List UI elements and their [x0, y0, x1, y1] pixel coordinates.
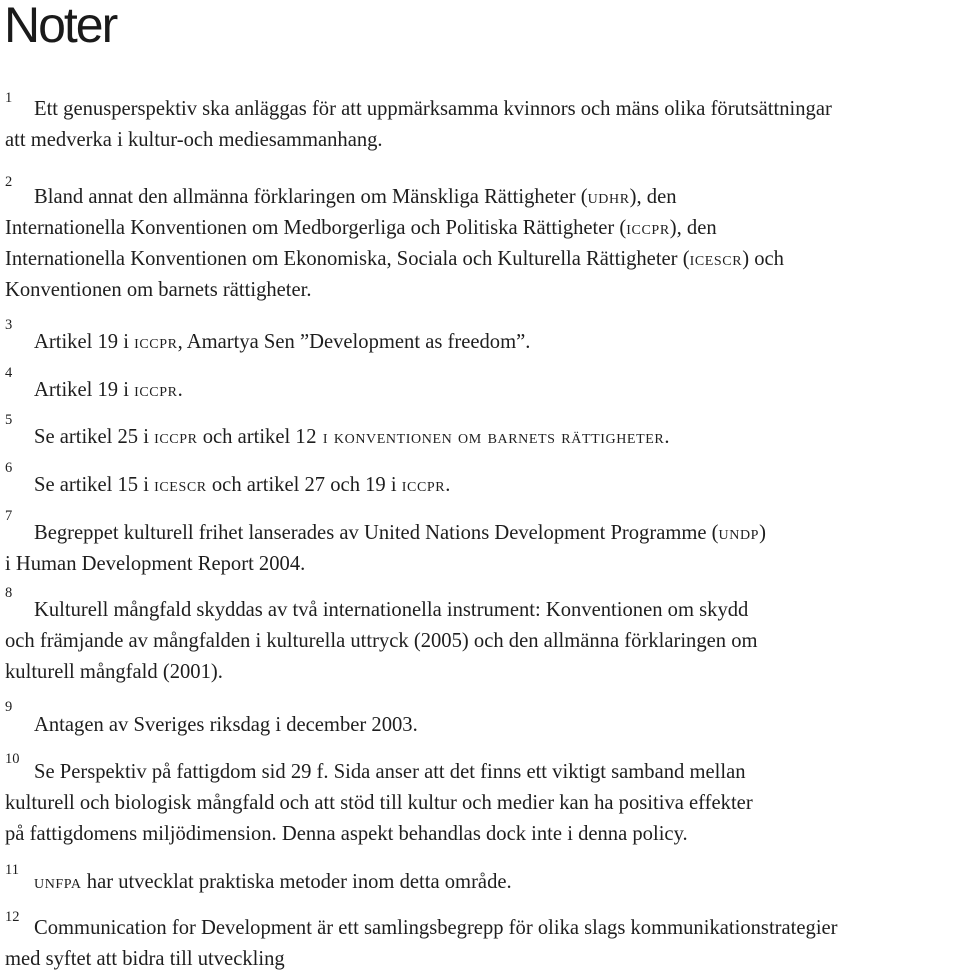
footnote-text-segment: ), den	[629, 186, 677, 208]
footnote-continuation-line: i Human Development Report 2004.	[5, 553, 306, 575]
footnote-continuation-line: Internationella Konventionen om Ekonomiska, Sociala och Kulturella Rättigheter (icescr) och	[5, 248, 784, 270]
footnote-text-segment: Kulturell mångfald skyddas av två internationella instrument: Konventionen om skydd	[34, 599, 749, 621]
footnote-text-segment: iccpr	[154, 426, 198, 448]
footnote-continuation-line: Internationella Konventionen om Medborgerliga och Politiska Rättigheter (iccpr), den	[5, 217, 717, 239]
footnote-first-line	[34, 422, 670, 453]
footnote-continuation-line: kulturell mångfald (2001).	[5, 661, 223, 683]
footnote-number: 5	[5, 412, 13, 428]
footnote-continuation-line: att medverka i kultur-och mediesammanhang.	[5, 129, 383, 151]
footnote-7	[5, 508, 960, 580]
footnote-first-line	[34, 757, 746, 788]
footnote-number: 12	[5, 909, 20, 925]
footnote-text-segment: Communication for Development är ett samlingsbegrepp för olika slags kommunikationstrategier	[34, 917, 838, 939]
footnote-first-line	[34, 182, 677, 213]
footnote-first-line	[34, 913, 838, 944]
footnote-text-segment: undp	[718, 522, 760, 544]
footnote-text-segment: iccpr	[134, 379, 178, 401]
page-title: Noter	[4, 0, 117, 53]
footnote-11	[5, 862, 960, 898]
footnote-8	[5, 585, 960, 688]
footnote-number: 9	[5, 699, 13, 715]
footnote-text-segment: och artikel 27 och 19 i	[206, 474, 402, 496]
footnote-first-line	[34, 518, 766, 549]
footnote-10	[5, 751, 960, 850]
footnote-text-segment: iccpr	[134, 331, 178, 353]
footnote-first-line	[34, 470, 450, 501]
footnote-text-segment: Antagen av Sveriges riksdag i december 2003.	[34, 714, 418, 736]
footnote-number: 3	[5, 317, 13, 333]
footnote-3	[5, 317, 960, 358]
footnote-text-segment: Se Perspektiv på fattigdom sid 29 f. Sida anser att det finns ett viktigt samband mellan	[34, 761, 746, 783]
footnote-text-segment: Se artikel 25 i	[34, 426, 155, 448]
footnote-text-segment: unfpa	[34, 871, 82, 893]
footnote-number: 10	[5, 751, 20, 767]
footnote-first-line	[34, 375, 183, 406]
footnote-text-segment: Bland annat den allmänna förklaringen om Mänskliga Rättigheter (	[34, 186, 588, 208]
footnote-text-segment: och artikel	[197, 426, 296, 448]
footnote-9	[5, 699, 960, 741]
footnote-1	[5, 90, 960, 156]
footnote-text-segment: .	[177, 379, 183, 401]
footnote-continuation-line: kulturell och biologisk mångfald och att stöd till kultur och medier kan ha positiva effekter	[5, 792, 753, 814]
footnote-continuation-line: med syftet att bidra till utveckling	[5, 948, 285, 970]
footnote-5	[5, 412, 960, 453]
footnote-first-line	[34, 710, 418, 741]
footnote-text-segment: har utvecklat praktiska metoder inom detta område.	[81, 871, 512, 893]
footnote-text-segment: Artikel 19 i	[34, 379, 135, 401]
footnote-number: 7	[5, 508, 13, 524]
footnote-first-line	[34, 94, 832, 125]
footnote-first-line	[34, 327, 530, 358]
footnote-number: 6	[5, 460, 13, 476]
footnote-text-segment: icescr	[154, 474, 207, 496]
footnote-2	[5, 174, 960, 306]
footnote-first-line	[34, 867, 512, 898]
footnote-number: 4	[5, 365, 13, 381]
footnote-text-segment: Begreppet kulturell frihet lanserades av United Nations Development Programme (	[34, 522, 719, 544]
footnote-4	[5, 365, 960, 406]
footnote-text-segment: 12 i konventionen om barnets rättigheter	[295, 426, 665, 448]
footnote-first-line	[34, 595, 748, 626]
footnote-text-segment: udhr	[587, 186, 630, 208]
footnote-number: 8	[5, 585, 13, 601]
footnote-number: 2	[5, 174, 13, 190]
footnote-text-segment: Artikel 19 i	[34, 331, 135, 353]
footnote-number: 11	[5, 862, 19, 878]
footnote-text-segment: .	[445, 474, 451, 496]
footnote-text-segment: , Amartya Sen ”Development as freedom”.	[177, 331, 531, 353]
footnote-text-segment: iccpr	[401, 474, 446, 496]
footnote-continuation-line: på fattigdomens miljödimension. Denna aspekt behandlas dock inte i denna policy.	[5, 823, 688, 845]
footnote-text-segment: Se artikel 15 i	[34, 474, 155, 496]
footnote-text-segment: )	[759, 522, 766, 544]
footnote-continuation-line: och främjande av mångfalden i kulturella uttryck (2005) och den allmänna förklaringen om	[5, 630, 758, 652]
footnote-12	[5, 909, 960, 975]
footnote-continuation-line: Konventionen om barnets rättigheter.	[5, 279, 312, 301]
footnote-text-segment: Ett genusperspektiv ska anläggas för att uppmärksamma kvinnors och mäns olika förutsättningar	[34, 98, 832, 120]
footnote-6	[5, 460, 960, 501]
footnote-number: 1	[5, 90, 13, 106]
footnote-text-segment: .	[664, 426, 670, 448]
